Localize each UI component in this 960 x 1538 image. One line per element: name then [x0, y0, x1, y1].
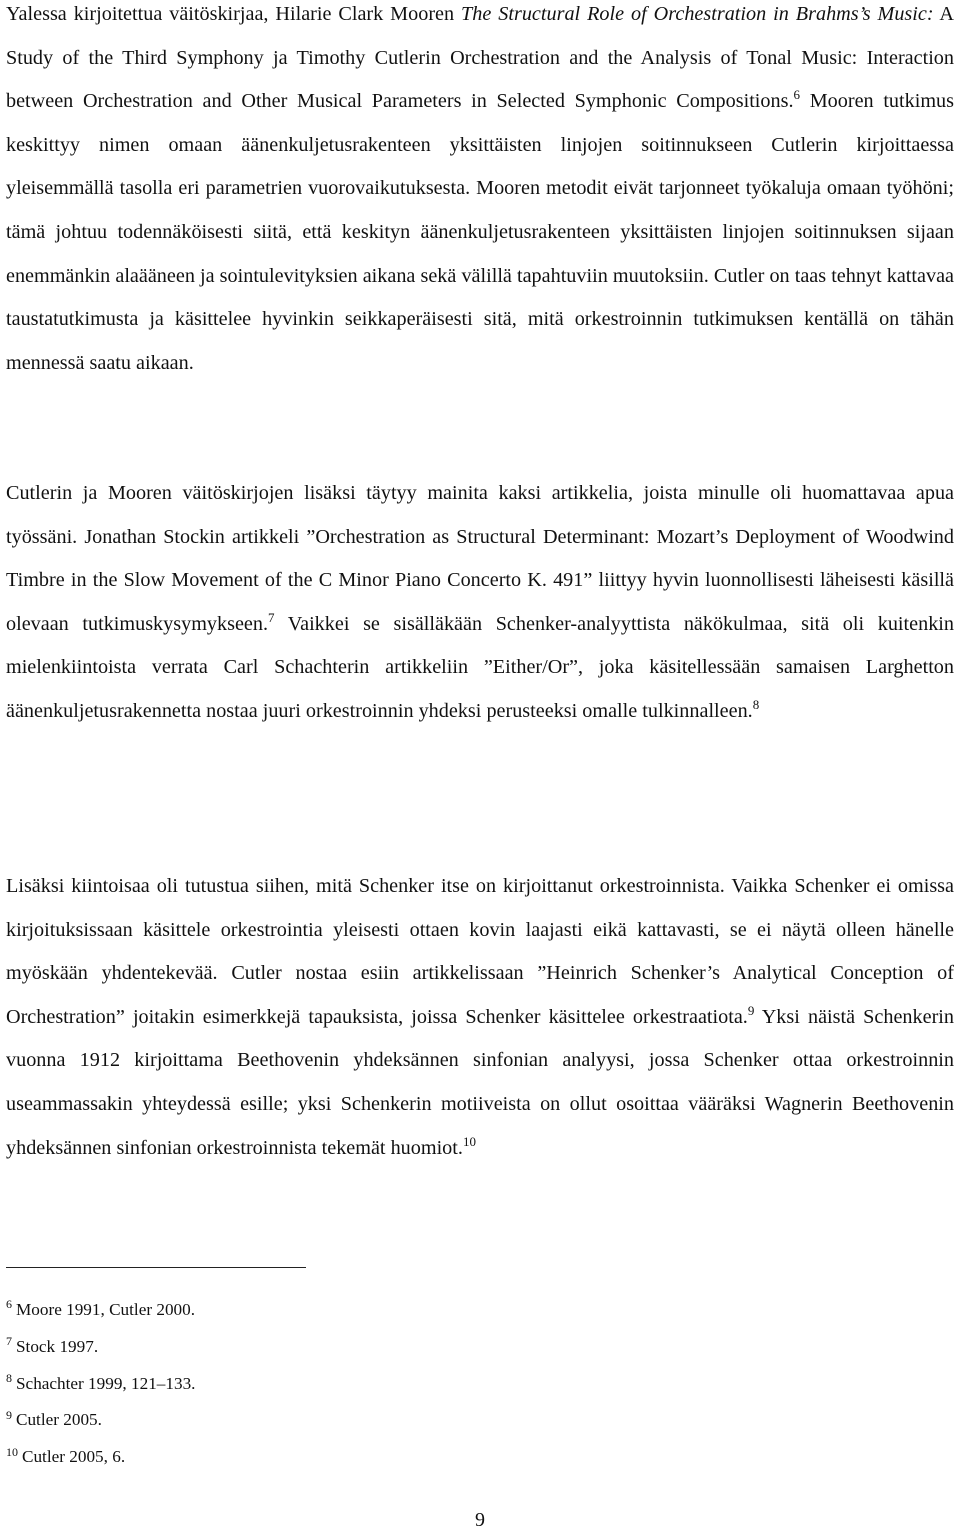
paragraph-1-text-a: Yalessa kirjoitettua väitöskirjaa, Hilarie Clark Mooren [6, 3, 462, 25]
paragraph-3-text-a: Lisäksi kiintoisaa oli tutustua siihen, mitä Schenker itse on kirjoittanut orkestroinnista. Vaikka Schenker ei omissa kirjoituksissaan käsittele orkestrointia yleisesti ottaen kovin laajasti eikä kattavasti, se ei näytä olleen hänelle myöskään yhdentekevää. Cutler nostaa esiin artikkelissaan ”Heinrich Schenker’s Analytical Conception of Orchestration” joitakin esimerkkejä tapauksista, joissa Schenker käsittelee orkestraatiota. [6, 875, 954, 1028]
footnote-separator [6, 1267, 306, 1268]
footnote-item [6, 1439, 606, 1476]
footnote-ref-9: 9 [747, 1002, 755, 1018]
paragraph-1-text-b: A Study of the Third Symphony ja Timothy Cutlerin Orchestration and the Analysis of Tonal Music: Interaction between Orchestration and Other Musical Parameters in Selected Symphonic Compositions. [6, 3, 955, 113]
footnote-item [6, 1329, 606, 1366]
footnote-item [6, 1292, 606, 1329]
footnote-text: Schachter 1999, 121–133. [16, 1373, 196, 1393]
footnote-number: 7 [6, 1334, 12, 1349]
paragraph-2-text-b: Vaikkei se sisälläkään Schenker-analyyttista näkökulmaa, sitä oli kuitenkin mielenkiintoista verrata Carl Schachterin artikkeliin ”Either/Or”, joka käsitellessään samaisen Larghetton äänenkuljetusrakennetta nostaa juuri orkestroinnin yhdeksi perusteeksi omalle tulkinnalleen. [6, 612, 954, 722]
footnotes [6, 1292, 606, 1476]
paragraph-3 [6, 865, 954, 1170]
footnote-text: Cutler 2005. [16, 1410, 102, 1430]
book-title-italic: The Structural Role of Orchestration in Brahms’s Music: [461, 3, 934, 25]
footnote-number: 8 [6, 1371, 12, 1385]
paragraph-1 [6, 0, 954, 385]
footnote-number: 10 [6, 1444, 18, 1459]
footnote-ref-10: 10 [462, 1133, 476, 1149]
paragraph-2-text-a: Cutlerin ja Mooren väitöskirjojen lisäksi täytyy mainita kaksi artikkelia, joista minulle oli huomattavaa apua työssäni. Jonathan Stockin artikkeli ”Orchestration as Structural Determinant: Mozart’s Deployment of Woodwind Timbre in the Slow Movement of the C Minor Piano Concerto K. 491” liittyy hyvin luonnollisesti läheisesti käsillä olevaan tutkimuskysymykseen. [6, 482, 954, 635]
footnote-text: Moore 1991, Cutler 2000. [16, 1300, 196, 1319]
footnote-number: 6 [6, 1297, 12, 1312]
footnote-number: 9 [6, 1407, 12, 1422]
paragraph-1-text-c: Mooren tutkimus keskittyy nimen omaan äänenkuljetusrakenteen yksittäisten linjojen soitinnukseen Cutlerin kirjoittaessa yleisemmällä tasolla eri parametrien vuorovaikutuksesta. Mooren metodit eivät tarjonneet työkaluja omaan työhöni; tämä johtuu todennäköisesti siitä, että keskityn äänenkuljetusrakenteen yksittäisten linjojen soitinnuksen sijaan enemmänkin alaääneen ja sointulevityksien aikana sekä välillä tapahtuviin muutoksiin. Cutler on taas tehnyt kattavaa taustatutkimusta ja käsittelee hyvinkin seikkaperäisesti sitä, mitä orkestroinnin tutkimuksen kentällä on tähän mennessä saatu aikaan. [6, 90, 954, 374]
footnote-item [6, 1366, 606, 1403]
footnote-ref-8: 8 [752, 696, 760, 712]
page-number: 9 [475, 1509, 485, 1531]
footnote-text: Stock 1997. [16, 1336, 99, 1356]
footnote-ref-7: 7 [268, 609, 275, 625]
footnote-text: Cutler 2005, 6. [22, 1447, 126, 1467]
paragraph-3-text-b: Yksi näistä Schenkerin vuonna 1912 kirjoittama Beethovenin yhdeksännen sinfonian analyysi, jossa Schenker ottaa orkestroinnin useammassakin yhteydessä esille; yksi Schenkerin motiiveista on ollut osoittaa vääräksi Wagnerin Beethovenin yhdeksännen sinfonian orkestroinnista tekemät huomiot. [6, 1005, 954, 1159]
footnote-item [6, 1402, 606, 1439]
paragraph-2 [6, 472, 954, 734]
footnote-ref-6: 6 [793, 87, 801, 103]
